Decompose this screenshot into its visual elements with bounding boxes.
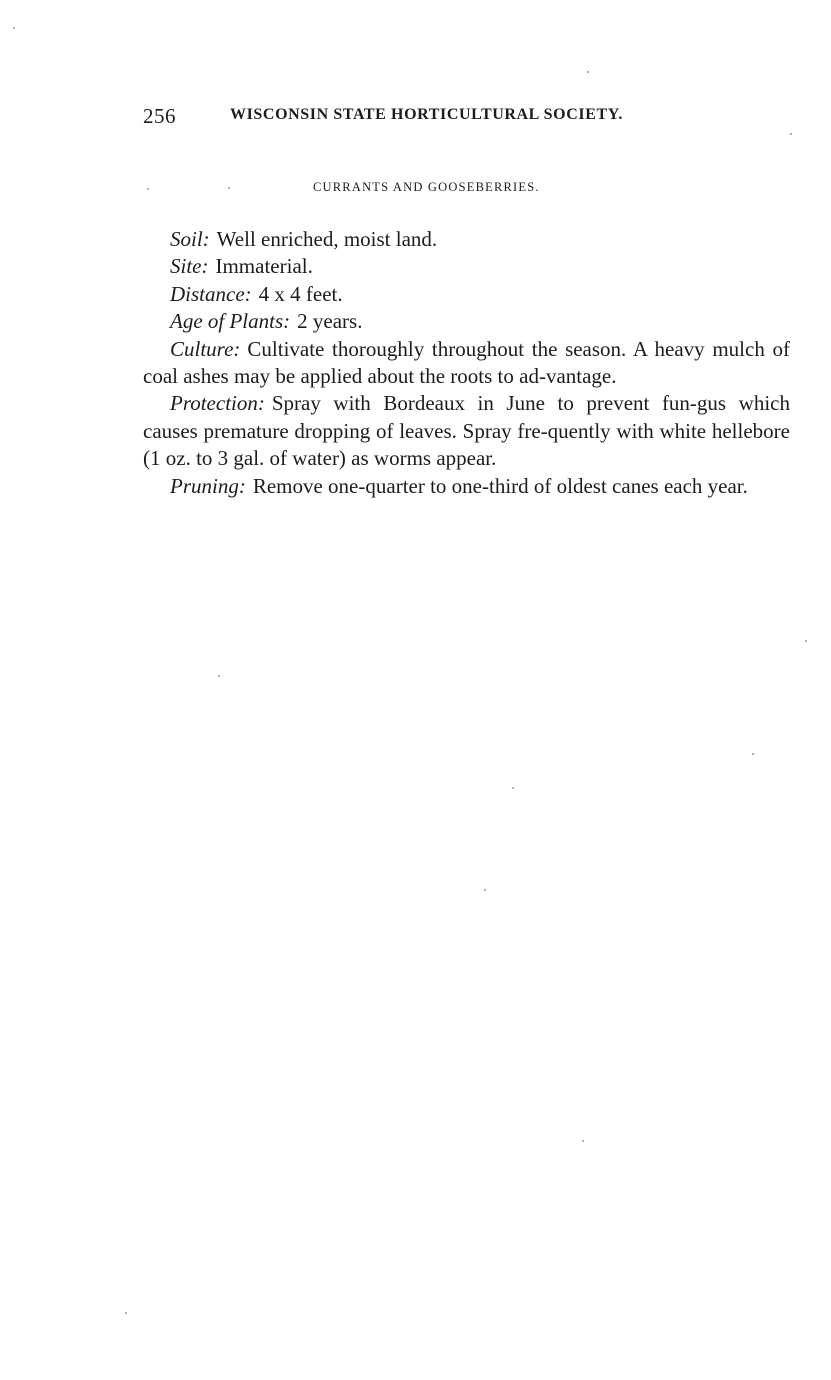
- entry-label: Distance:: [170, 281, 252, 306]
- scan-speck: [218, 675, 220, 677]
- entry-label: Soil:: [170, 227, 210, 251]
- section-title: CURRANTS AND GOOSEBERRIES.: [313, 180, 540, 194]
- entry-age-of-plants: [143, 308, 790, 335]
- scan-speck: [13, 27, 15, 29]
- entry-label: Protection:: [170, 391, 265, 416]
- running-head: [143, 104, 718, 132]
- scan-speck: [484, 889, 486, 891]
- scan-speck: [752, 753, 754, 755]
- entry-text: Cultivate thoroughly throughout the season. A heavy mulch of coal ashes may be applied about the roots to ad-vantage.: [143, 336, 790, 389]
- entry-label: Age of Plants:: [170, 309, 291, 334]
- scan-speck: [147, 188, 149, 190]
- scan-speck: [790, 133, 792, 135]
- entry-text: 4 x 4 feet.: [258, 281, 343, 306]
- scan-speck: [512, 787, 514, 789]
- scan-speck: [582, 1140, 584, 1142]
- entry-culture: [143, 336, 790, 391]
- entry-label: Culture:: [170, 336, 241, 361]
- scan-speck: [125, 1312, 127, 1314]
- section-body: [143, 226, 790, 500]
- entry-distance: [143, 281, 790, 308]
- entry-text: 2 years.: [297, 309, 363, 334]
- entry-text: Remove one-quarter to one-third of oldest canes each year.: [252, 473, 748, 498]
- entry-text: Spray with Bordeaux in June to prevent fun-gus which causes premature dropping of leaves. Spray fre-quently with white hellebore (1 oz. to 3 gal. of water) as worms appear.: [143, 391, 790, 471]
- entry-label: Site:: [170, 254, 209, 279]
- entry-protection: [143, 390, 790, 472]
- entry-text: Well enriched, moist land.: [216, 227, 438, 251]
- entry-label: Pruning:: [170, 473, 246, 498]
- scan-speck: [228, 187, 230, 189]
- scan-speck: [587, 71, 589, 73]
- entry-pruning: [143, 473, 790, 500]
- scan-speck: [805, 640, 807, 642]
- entry-soil: [143, 226, 790, 253]
- entry-site: [143, 253, 790, 280]
- journal-title: WISCONSIN STATE HORTICULTURAL SOCIETY.: [230, 106, 624, 123]
- entry-text: Immaterial.: [215, 254, 313, 279]
- page-number: 256: [143, 104, 176, 128]
